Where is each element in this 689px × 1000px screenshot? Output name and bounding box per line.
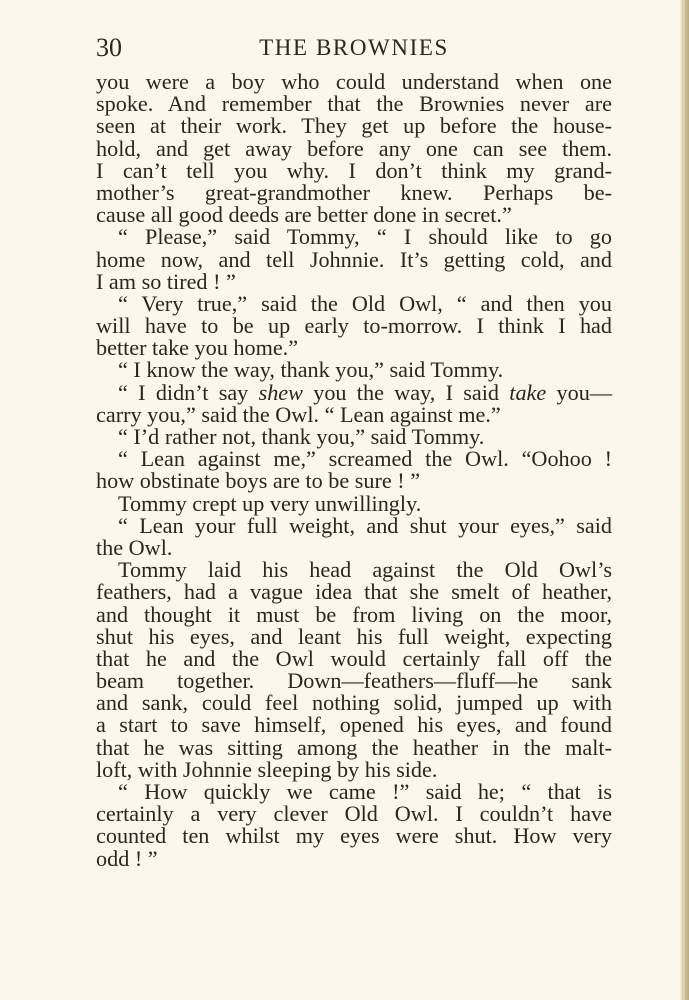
text-line: I am so tired ! ” — [96, 268, 236, 294]
text-line: “ I know the way, thank you,” said Tommy. — [118, 357, 504, 383]
text-line: carry you,” said the Owl. “ Lean against me.” — [96, 401, 501, 427]
text-line: hold, and get away before any one can see them. — [96, 135, 612, 161]
page-edge-line — [685, 0, 686, 1000]
text-line: “ Lean your full weight, and shut your eyes,” said — [118, 512, 612, 538]
text-line: will have to be up early to-morrow. I think I had — [96, 313, 612, 339]
running-head: THE BROWNIES — [259, 35, 449, 60]
text-line: beam together. Down—feathers—fluff—he sank — [96, 668, 612, 694]
page-header — [96, 30, 612, 66]
text-line: and thought it must be from living on the moor, — [96, 601, 612, 627]
text-line: you were a boy who could understand when one — [96, 69, 612, 94]
text-line: Tommy laid his head against the Old Owl’s — [118, 557, 612, 583]
text-line: mother’s great-grandmother knew. Perhaps be- — [96, 179, 612, 205]
text-line: home now, and tell Johnnie. It’s getting cold, and — [96, 246, 612, 272]
text-line: I can’t tell you why. I don’t think my grand- — [96, 157, 612, 183]
text-span: “ I didn’t say — [118, 379, 259, 405]
page-edge-line — [682, 0, 683, 1000]
text-line: seen at their work. They get up before the house- — [96, 113, 612, 139]
italic-word: take — [509, 379, 547, 405]
text-line: and sank, could feel nothing solid, jumped up with — [96, 690, 612, 716]
text-line: how obstinate boys are to be sure ! ” — [96, 468, 421, 494]
text-line: a start to save himself, opened his eyes, and found — [96, 712, 612, 738]
text-line: loft, with Johnnie sleeping by his side. — [96, 756, 438, 782]
text-line: the Owl. — [96, 534, 173, 560]
text-line: shut his eyes, and leant his full weight, expecting — [96, 623, 612, 649]
text-line: “ I’d rather not, thank you,” said Tommy. — [118, 424, 485, 449]
text-line: cause all good deeds are better done in secret.” — [96, 202, 512, 228]
text-line: spoke. And remember that the Brownies never are — [96, 91, 612, 117]
text-line: better take you home.” — [96, 335, 299, 361]
body-text — [96, 71, 612, 870]
text-line: “ How quickly we came !” said he; “ that is — [118, 779, 612, 804]
page-number: 30 — [96, 33, 122, 62]
text-line: that he was sitting among the heather in the malt- — [96, 734, 612, 760]
text-span: you— — [546, 379, 613, 405]
text-line: “ Very true,” said the Old Owl, “ and then you — [118, 290, 612, 316]
text-line: “ Lean against me,” screamed the Owl. “Oohoo ! — [118, 446, 612, 472]
text-line: counted ten whilst my eyes were shut. How very — [96, 823, 612, 849]
text-line: Tommy crept up very unwillingly. — [118, 490, 422, 516]
text-line: “ Please,” said Tommy, “ I should like to go — [118, 224, 612, 250]
text-line: that he and the Owl would certainly fall off the — [96, 645, 612, 671]
text-span: you the way, I said — [302, 379, 510, 405]
text-line: odd ! ” — [96, 845, 158, 871]
italic-word: shew — [258, 379, 303, 405]
text-line — [96, 379, 613, 405]
text-line: feathers, had a vague idea that she smelt of heather, — [96, 579, 612, 605]
text-line: certainly a very clever Old Owl. I couldn’t have — [96, 801, 612, 827]
